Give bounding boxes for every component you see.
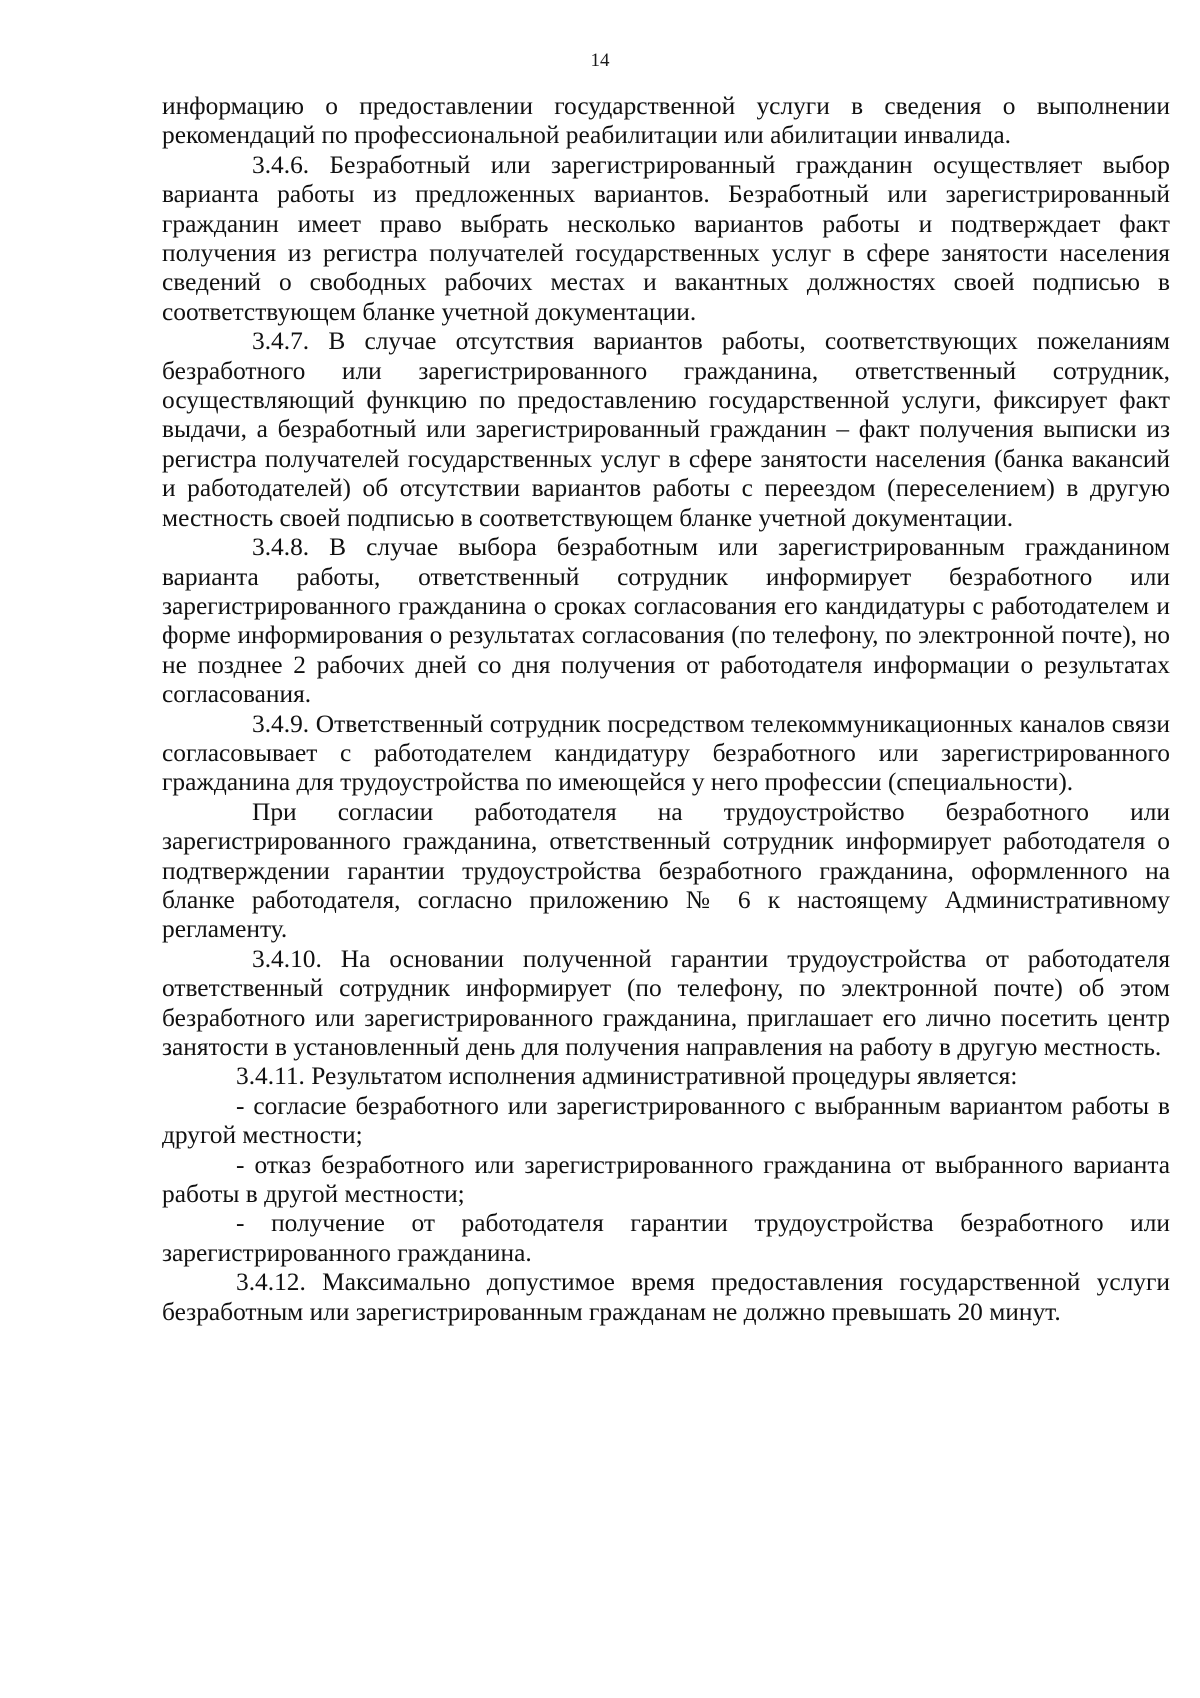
list-item-result-1: - согласие безработного или зарегистрированного с выбранным вариантом работы в другой местности;	[162, 1091, 1170, 1150]
paragraph-3-4-7: 3.4.7. В случае отсутствия вариантов работы, соответствующих пожеланиям безработного или зарегистрированного гражданина, ответственный сотрудник, осуществляющий функцию по предоставлению государственной услуги, фиксирует факт выдачи, а безработный или зарегистрированный гражданин – факт получения выписки из регистра получателей государственных услуг в сфере занятости населения (банка вакансий и работодателей) об отсутствии вариантов работы с переездом (переселением) в другую местность своей подписью в соответствующем бланке учетной документации.	[162, 327, 1170, 532]
paragraph-continuation: информацию о предоставлении государственной услуги в сведения о выполнении рекомендаций по профессиональной реабилитации или абилитации инвалида.	[162, 92, 1170, 150]
paragraph-employer-consent: При согласии работодателя на трудоустройство безработного или зарегистрированного гражданина, ответственный сотрудник информирует работодателя о подтверждении гарантии трудоустройства безработного гражданина, оформленного на бланке работодателя, согласно приложению № 6 к настоящему Административному регламенту.	[162, 797, 1170, 944]
page-number: 14	[590, 50, 610, 71]
paragraph-3-4-8: 3.4.8. В случае выбора безработным или зарегистрированным гражданином варианта работы, ответственный сотрудник информирует безработного или зарегистрированного гражданина о сроках согласования его кандидатуры с работодателем и форме информирования о результатах согласования (по телефону, по электронной почте), но не позднее 2 рабочих дней со дня получения от работодателя информации о результатах согласования.	[162, 533, 1170, 709]
document-body	[162, 92, 1170, 1327]
paragraph-3-4-9: 3.4.9. Ответственный сотрудник посредством телекоммуникационных каналов связи согласовывает с работодателем кандидатуру безработного или зарегистрированного гражданина для трудоустройства по имеющейся у него профессии (специальности).	[162, 709, 1170, 797]
paragraph-3-4-10: 3.4.10. На основании полученной гарантии трудоустройства от работодателя ответственный сотрудник информирует (по телефону, по электронной почте) об этом безработного или зарегистрированного гражданина, приглашает его лично посетить центр занятости в установленный день для получения направления на работу в другую местность.	[162, 944, 1170, 1061]
paragraph-3-4-11: 3.4.11. Результатом исполнения административной процедуры является:	[236, 1062, 1018, 1091]
list-item-result-3: - получение от работодателя гарантии трудоустройства безработного или зарегистрированного гражданина.	[162, 1209, 1170, 1267]
list-item-result-2: - отказ безработного или зарегистрированного гражданина от выбранного варианта работы в другой местности;	[162, 1150, 1170, 1209]
paragraph-3-4-6: 3.4.6. Безработный или зарегистрированный гражданин осуществляет выбор варианта работы из предложенных вариантов. Безработный или зарегистрированный гражданин имеет право выбрать несколько вариантов работы и подтверждает факт получения из регистра получателей государственных услуг в сфере занятости населения сведений о свободных рабочих местах и вакантных должностях своей подписью в соответствующем бланке учетной документации.	[162, 150, 1170, 326]
paragraph-3-4-12: 3.4.12. Максимально допустимое время предоставления государственной услуги безработным или зарегистрированным гражданам не должно превышать 20 минут.	[162, 1268, 1170, 1326]
